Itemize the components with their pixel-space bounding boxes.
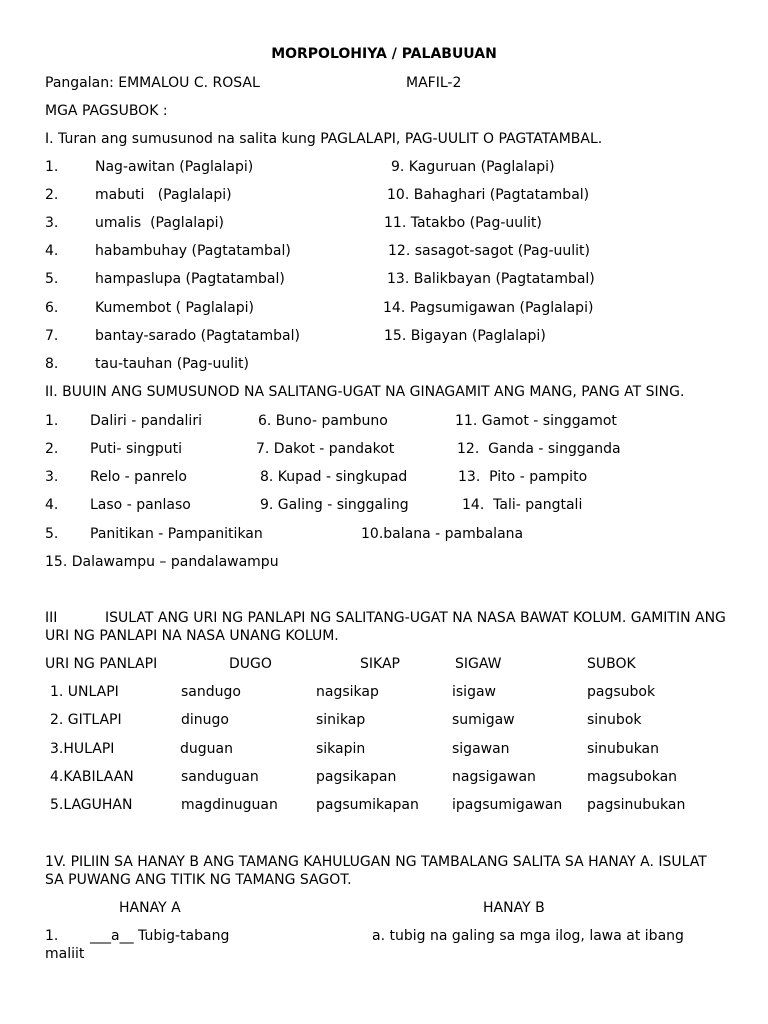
list-item (0, 468, 768, 488)
item-number: 4. (45, 243, 59, 259)
table-cell: sigawan (452, 741, 510, 757)
list-item (0, 214, 768, 234)
part1-instruction: I. Turan ang sumusunod na salita kung PAGLALAPI, PAG-UULIT O PAGTATAMBAL. (45, 131, 603, 147)
item-text: 6. Buno- pambuno (258, 413, 388, 429)
item-text: Relo - panrelo (90, 469, 187, 485)
item-text: 9. Galing - singgaling (260, 497, 409, 513)
item-number: 7. (45, 328, 59, 344)
item-number: 1. (45, 413, 59, 429)
table-cell: sikapin (316, 741, 366, 757)
item-text: Puti- singputi (90, 441, 183, 457)
table-cell: 5.LAGUHAN (50, 797, 133, 813)
table-row (0, 683, 768, 703)
item-number: 5. (45, 526, 59, 542)
list-item (0, 525, 768, 545)
item-number: 5. (45, 271, 59, 287)
item-text: 9. Kaguruan (Paglalapi) (391, 159, 555, 175)
item-number: 8. (45, 356, 59, 372)
list-item (0, 299, 768, 319)
table-cell: isigaw (452, 684, 496, 700)
item-text: mabuti (Paglalapi) (95, 187, 232, 203)
item-text: 7. Dakot - pandakot (256, 441, 395, 457)
matching-answer-line2: maliit (45, 946, 85, 962)
part4-instruction-line2: SA PUWANG ANG TITIK NG TAMANG SAGOT. (45, 872, 352, 888)
item-text: 13. Balikbayan (Pagtatambal) (387, 271, 595, 287)
table-row (0, 796, 768, 816)
tests-label: MGA PAGSUBOK : (45, 103, 168, 119)
list-item (0, 158, 768, 178)
part3-instruction-line2: URI NG PANLAPI NA NASA UNANG KOLUM. (45, 628, 339, 644)
column-header: SIGAW (455, 656, 502, 672)
table-cell: pagsikapan (316, 769, 397, 785)
list-item (0, 496, 768, 516)
item-text: bantay-sarado (Pagtatambal) (95, 328, 300, 344)
item-number: 3. (45, 215, 59, 231)
column-header: SIKAP (360, 656, 400, 672)
table-cell: pagsumikapan (316, 797, 419, 813)
table-cell: sanduguan (181, 769, 259, 785)
item-text: 11. Tatakbo (Pag-uulit) (384, 215, 542, 231)
table-cell: dinugo (181, 712, 229, 728)
item-text: 11. Gamot - singgamot (455, 413, 617, 429)
student-name: Pangalan: EMMALOU C. ROSAL (45, 75, 260, 91)
item-text: 12. sasagot-sagot (Pag-uulit) (388, 243, 590, 259)
table-cell: sinubok (587, 712, 642, 728)
part4-instruction-line1: 1V. PILIIN SA HANAY B ANG TAMANG KAHULUGAN NG TAMBALANG SALITA SA HANAY A. ISULAT (45, 854, 707, 870)
item-number: 1. (45, 159, 59, 175)
course-code: MAFIL-2 (406, 75, 462, 91)
item-number: 2. (45, 441, 59, 457)
table-cell: 3.HULAPI (50, 741, 115, 757)
part3-instruction-line1: ISULAT ANG URI NG PANLAPI NG SALITANG-UGAT NA NASA BAWAT KOLUM. GAMITIN ANG (105, 610, 726, 626)
table-cell: magdinuguan (181, 797, 278, 813)
table-row (0, 768, 768, 788)
table-cell: duguan (180, 741, 233, 757)
table-row (0, 711, 768, 731)
table-cell: nagsikap (316, 684, 379, 700)
column-header: URI NG PANLAPI (45, 656, 158, 672)
list-item (0, 270, 768, 290)
table-cell: sandugo (181, 684, 241, 700)
item-text: Kumembot ( Paglalapi) (95, 300, 255, 316)
table-cell: 2. GITLAPI (50, 712, 122, 728)
table-header-row (0, 655, 768, 675)
item-text: Panitikan - Pampanitikan (90, 526, 263, 542)
item-text: Nag-awitan (Paglalapi) (95, 159, 254, 175)
page-title: MORPOLOHIYA / PALABUUAN (271, 46, 497, 62)
matching-answer-line1: a. tubig na galing sa mga ilog, lawa at ibang (372, 928, 684, 944)
table-cell: pagsinubukan (587, 797, 686, 813)
table-cell: 4.KABILAAN (50, 769, 134, 785)
item-text: habambuhay (Pagtatambal) (95, 243, 291, 259)
item-text: 14. Pagsumigawan (Paglalapi) (383, 300, 594, 316)
list-item (0, 412, 768, 432)
item-number: 2. (45, 187, 59, 203)
item-text: 12. Ganda - singganda (457, 441, 621, 457)
table-cell: sinikap (316, 712, 366, 728)
item-number: 3. (45, 469, 59, 485)
table-cell: ipagsumigawan (452, 797, 563, 813)
table-cell: nagsigawan (452, 769, 536, 785)
item-text: 15. Bigayan (Paglalapi) (384, 328, 546, 344)
item-text: 10.balana - pambalana (361, 526, 524, 542)
table-cell: sumigaw (452, 712, 515, 728)
table-cell: 1. UNLAPI (50, 684, 119, 700)
list-item (0, 242, 768, 262)
list-item: 15. Dalawampu – pandalawampu (45, 554, 279, 570)
list-item (0, 186, 768, 206)
table-row (0, 740, 768, 760)
hanay-a-header: HANAY A (119, 900, 181, 916)
item-text: 10. Bahaghari (Pagtatambal) (387, 187, 590, 203)
table-cell: magsubokan (587, 769, 678, 785)
item-text: 13. Pito - pampito (458, 469, 588, 485)
list-item (0, 327, 768, 347)
item-text: 14. Tali- pangtali (462, 497, 583, 513)
table-cell: sinubukan (587, 741, 660, 757)
part3-number: III (45, 610, 58, 626)
item-text: hampaslupa (Pagtatambal) (95, 271, 285, 287)
item-text: Laso - panlaso (90, 497, 191, 513)
item-number: 1. (45, 928, 59, 944)
matching-item-text: ___a__ Tubig-tabang (90, 928, 230, 944)
list-item (0, 355, 768, 375)
item-text: 8. Kupad - singkupad (260, 469, 408, 485)
hanay-b-header: HANAY B (483, 900, 545, 916)
column-header: DUGO (229, 656, 272, 672)
item-text: Daliri - pandaliri (90, 413, 202, 429)
item-number: 4. (45, 497, 59, 513)
list-item (0, 440, 768, 460)
item-number: 6. (45, 300, 59, 316)
column-header: SUBOK (587, 656, 636, 672)
table-cell: pagsubok (587, 684, 656, 700)
item-text: tau-tauhan (Pag-uulit) (95, 356, 249, 372)
part2-instruction: II. BUUIN ANG SUMUSUNOD NA SALITANG-UGAT NA GINAGAMIT ANG MANG, PANG AT SING. (45, 384, 685, 400)
item-text: umalis (Paglalapi) (95, 215, 224, 231)
